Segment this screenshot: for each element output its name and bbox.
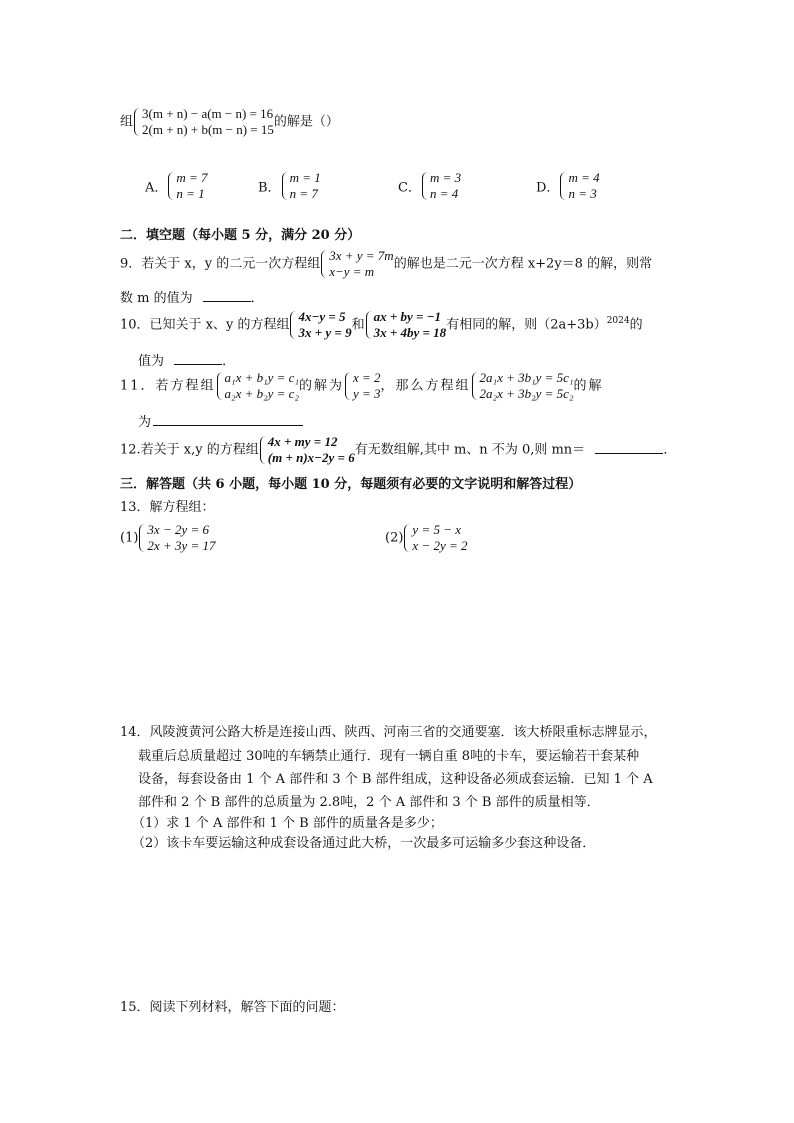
q8-eq1: 3(m + n) − a(m − n) = 16 [142, 106, 274, 121]
q10-line1 [120, 309, 643, 341]
q13-part1-label: (1) [120, 530, 139, 546]
q11-line2 [138, 411, 303, 430]
q13-part2-eq2: x − 2y = 2 [412, 538, 468, 553]
q12-eq2: (m + n)x−2y = 6 [267, 450, 355, 465]
option-line: n = 3 [568, 186, 597, 201]
q10-eq4: 3x + 4by = 18 [373, 325, 447, 340]
option-line: m = 3 [429, 170, 462, 185]
q8-prefix: 组 [120, 114, 134, 130]
answer-blank[interactable] [174, 352, 222, 365]
q10-eq3: ax + by = −1 [373, 309, 442, 324]
q13-part1 [120, 522, 216, 554]
q8-option-c [398, 170, 461, 202]
answer-blank[interactable] [203, 289, 251, 302]
q13-part1-eq1: 3x − 2y = 6 [147, 522, 210, 537]
q10-pre: 10．已知关于 x、y 的方程组 [120, 317, 290, 333]
q14-part-2: （2）该卡车要运输这种成套设备通过此大桥，一次最多可运输多少套这种设备． [132, 836, 596, 851]
q11-eq3: x = 2 [352, 370, 381, 385]
q9-pre: 9．若关于 x，y 的二元一次方程组 [120, 256, 321, 272]
q10-eq1: 4x−y = 5 [298, 309, 346, 324]
q9-post: 的解也是二元一次方程 x+2y＝8 的解，则常 [393, 256, 653, 272]
q8-stem [120, 106, 339, 138]
q10-exponent: 2024 [606, 316, 630, 327]
option-label: D． [536, 180, 560, 196]
option-line: n = 7 [289, 186, 318, 201]
q9-line2-text: 数 m 的值为 [120, 291, 193, 306]
q11-mid: 的解为 [298, 378, 344, 394]
answer-blank[interactable] [595, 441, 663, 454]
q10-eq2: 3x + y = 9 [298, 325, 352, 340]
q10-line2-text: 值为 [138, 354, 165, 369]
q9-line1 [120, 248, 652, 280]
section-3-heading: 三．解答题（共 6 小题，每小题 10 分，每题须有必要的文字说明和解答过程） [120, 477, 582, 492]
answer-blank[interactable] [153, 413, 303, 426]
q15-title: 15．阅读下列材料，解答下面的问题： [120, 1000, 345, 1015]
q10-mid: 和 [351, 317, 365, 333]
q11-eq6: 2a₂x + 3b₂y = 5c₂ [479, 386, 574, 401]
q8-option-d [536, 170, 600, 202]
q13-part2-eq1: y = 5 − x [412, 522, 462, 537]
option-line: n = 1 [176, 186, 205, 201]
section-2-heading: 二．填空题（每小题 5 分，满分 20 分） [120, 228, 361, 243]
q11-eq5: 2a₁x + 3b₁y = 5c₁ [479, 370, 574, 385]
q12-pre: 12.若关于 x,y 的方程组 [120, 442, 259, 458]
q14-line-4: 部件和 2 个 B 部件的总质量为 2.8吨，2 个 A 部件和 3 个 B 部件的质量相等． [138, 795, 600, 810]
option-line: m = 4 [568, 170, 600, 185]
q11-line2-text: 为 [138, 415, 152, 430]
q13-part2-label: (2) [385, 530, 404, 546]
q11-eq2: a₂x + b₂y = c₂ [224, 386, 299, 401]
q10-post: 有相同的解，则（2a+3b） [446, 317, 607, 333]
option-label: B． [258, 180, 281, 196]
q12-post: 有无数组解,其中 m、n 不为 0,则 mn＝ [354, 442, 586, 458]
q8-system [133, 106, 274, 138]
q14-line-3: 设备，每套设备由 1 个 A 部件和 3 个 B 部件组成，这种设备必须成套运输．已知 1 个 A [138, 772, 653, 787]
q9-eq2: x−y = m [329, 264, 375, 279]
q11-mid2: ，那么方程组 [380, 378, 471, 394]
q8-option-b [258, 170, 321, 202]
q8-eq2: 2(m + n) + b(m − n) = 15 [142, 122, 274, 137]
q13-part2 [385, 522, 468, 554]
q14-line-1: 14．风陵渡黄河公路大桥是连接山西、陕西、河南三省的交通要塞．该大桥限重标志牌显示， [120, 725, 657, 740]
q10-line2: 值为 ． [138, 354, 236, 369]
q8-suffix: 的解是（） [273, 114, 339, 130]
q12-line: 12.若关于 x,y 的方程组 4x + my = 12 (m + n)x−2y = 6 有无数组解,其中 m、n 不为 0,则 mn＝ ． [120, 434, 677, 465]
q11-eq4: y = 3 [352, 386, 381, 401]
q11-eq1: a₁x + b₁y = c₁ [224, 370, 299, 385]
option-line: m = 1 [289, 170, 321, 185]
q13-part1-eq2: 2x + 3y = 17 [147, 538, 216, 553]
q11-post: 的解 [573, 378, 604, 394]
q11-pre: 11．若方程组 [120, 378, 216, 394]
q13-title: 13．解方程组： [120, 500, 215, 515]
q14-line-2: 载重后总质量超过 30吨的车辆禁止通行．现有一辆自重 8吨的卡车，要运输若干套某种 [138, 749, 640, 764]
q8-option-a [145, 170, 208, 202]
option-line: n = 4 [429, 186, 459, 201]
q14-part-1: （1）求 1 个 A 部件和 1 个 B 部件的质量各是多少； [132, 816, 443, 831]
option-label: A． [145, 180, 168, 196]
option-line: m = 7 [176, 170, 208, 185]
q9-line2: 数 m 的值为 ． [120, 291, 264, 306]
q10-post2: 的 [629, 317, 643, 333]
q12-eq1: 4x + my = 12 [267, 434, 338, 449]
q11-line1 [120, 370, 603, 402]
option-label: C． [398, 180, 421, 196]
q9-eq1: 3x + y = 7m [329, 248, 394, 263]
